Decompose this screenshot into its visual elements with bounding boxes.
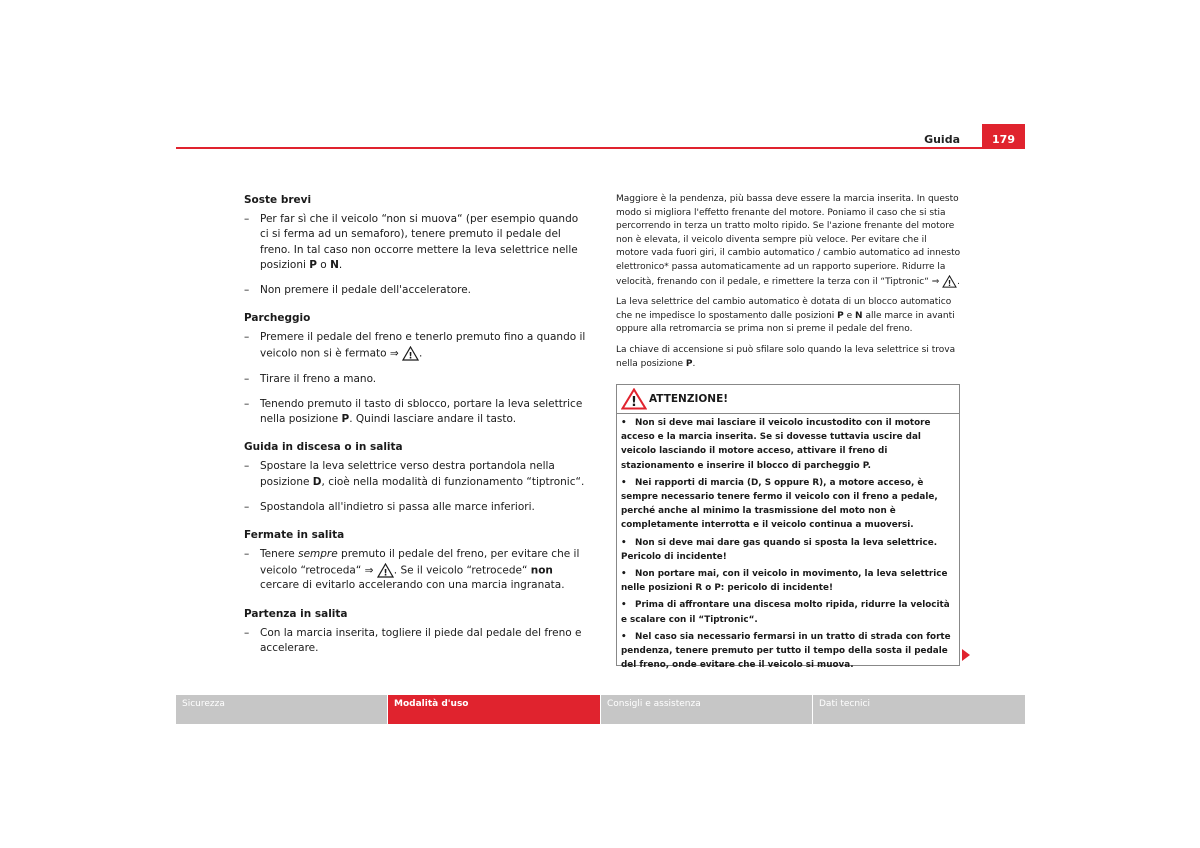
warning-item: • Nel caso sia necessario fermarsi in un tratto di strada con forte pendenza, tenere premuto per tutto il tempo della sosta il pedale del freno, onde evitare che il veicolo si muova.: [621, 631, 951, 671]
heading-parcheggio: Parcheggio: [244, 312, 311, 325]
paragraph-chiave: La chiave di accensione si può sfilare solo quando la leva selettrice si trova nella posizione P.: [616, 344, 956, 369]
left-column: [244, 193, 589, 669]
svg-text:!: !: [408, 351, 413, 361]
list-item: – Spostandola all'indietro si passa alle marce inferiori.: [244, 501, 535, 514]
page-number: 179: [982, 124, 1025, 147]
svg-text:!: !: [947, 278, 952, 288]
continue-arrow-icon: [962, 649, 970, 661]
warning-triangle-icon[interactable]: [402, 346, 419, 361]
warning-title: ATTENZIONE!: [649, 393, 729, 405]
group-partenza-salita: [244, 607, 589, 657]
list-item: – Tenere sempre premuto il pedale del freno, per evitare che il veicolo “retroceda“ ⇒ ! . Se il veicolo “retrocede“ non cercare di evitarlo accelerando con una marcia ingranata.: [244, 548, 580, 592]
header-rule: [176, 147, 1025, 149]
warning-box: [616, 384, 960, 671]
group-discesa-salita: [244, 440, 589, 515]
heading-soste-brevi: Soste brevi: [244, 194, 312, 206]
list-item: – Per far sì che il veicolo “non si muova“ (per esempio quando ci si ferma ad un semaforo), tenere premuto il pedale del freno. In tal caso non occorre mettere la leva selettrice nelle posizioni P o N.: [244, 213, 579, 271]
footer-tab-sicurezza[interactable]: Sicurezza: [176, 695, 387, 724]
paragraph-pendenza: Maggiore è la pendenza, più bassa deve essere la marcia inserita. In questo modo si migliora l'effetto frenante del motore. Poniamo il caso che si stia percorrendo in terza un tratto molto ripido. Se l'azione frenante del motore non è elevata, il veicolo diventa sempre più veloce. Per evitare che il motore vada fuori giri, il cambio automatico / cambio automatico ad innesto elettronico* passa automaticamente ad un rapporto superiore. Ridurre la velocità, frenando con il pedale, e rimettere la terza con il “Tiptronic“ ⇒ ! .: [616, 194, 961, 288]
group-fermate-salita: [244, 528, 589, 593]
warning-triangle-icon: [621, 388, 647, 410]
list-item: – Premere il pedale del freno e tenerlo premuto fino a quando il veicolo non si è fermato ⇒ ! .: [244, 331, 586, 361]
footer-tab-dati-tecnici[interactable]: Dati tecnici: [813, 695, 1025, 724]
warning-item: • Non portare mai, con il veicolo in movimento, la leva selettrice nelle posizioni R o P: pericolo di incidente!: [621, 569, 948, 594]
warning-triangle-icon[interactable]: [942, 275, 957, 288]
svg-text:!: !: [631, 395, 637, 410]
heading-discesa-salita: Guida in discesa o in salita: [244, 441, 403, 454]
group-soste-brevi: [244, 193, 589, 298]
paragraph-blocco: La leva selettrice del cambio automatico è dotata di un blocco automatico che ne impedisce lo spostamento dalle posizioni P e N alle marce in avanti oppure alla retromarcia se prima non si preme il pedale del freno.: [616, 297, 955, 335]
warning-item: • Prima di affrontare una discesa molto ripida, ridurre la velocità e scalare con il “Tiptronic“.: [621, 600, 950, 625]
right-column: [616, 193, 961, 378]
list-item: – Spostare la leva selettrice verso destra portandola nella posizione D, cioè nella modalità di funzionamento “tiptronic“.: [244, 460, 585, 488]
group-parcheggio: [244, 311, 589, 427]
list-item: – Tenendo premuto il tasto di sblocco, portare la leva selettrice nella posizione P. Quindi lasciare andare il tasto.: [244, 397, 583, 426]
section-title: Guida: [924, 133, 960, 146]
footer-tab-modalita-uso[interactable]: Modalità d'uso: [388, 695, 600, 724]
heading-partenza-salita: Partenza in salita: [244, 607, 348, 620]
warning-item: • Nei rapporti di marcia (D, S oppure R), a motore acceso, è sempre necessario tenere fermo il veicolo con il freno a pedale, perché anche al minimo la trasmissione del moto non è completamente interrotta e il veicolo continua a muoversi.: [621, 477, 938, 531]
warning-triangle-icon[interactable]: [377, 563, 394, 578]
warning-item: • Non si deve mai lasciare il veicolo incustodito con il motore acceso e la marcia inserita. Se si dovesse tuttavia uscire dal veicolo lasciando il motore acceso, attivare il freno di stazionamento e inserire il blocco di parcheggio P.: [621, 418, 931, 471]
warning-header: [617, 385, 959, 414]
list-item: – Con la marcia inserita, togliere il piede dal pedale del freno e accelerare.: [244, 626, 582, 655]
footer-tab-consigli-assistenza[interactable]: Consigli e assistenza: [601, 695, 812, 724]
warning-item: • Non si deve mai dare gas quando si sposta la leva selettrice. Pericolo di incidente!: [621, 537, 938, 562]
list-item: – Non premere il pedale dell'acceleratore.: [244, 284, 472, 297]
list-item: – Tirare il freno a mano.: [244, 372, 377, 385]
heading-fermate-salita: Fermate in salita: [244, 529, 345, 542]
svg-text:!: !: [383, 568, 388, 578]
warning-items: [617, 414, 959, 672]
